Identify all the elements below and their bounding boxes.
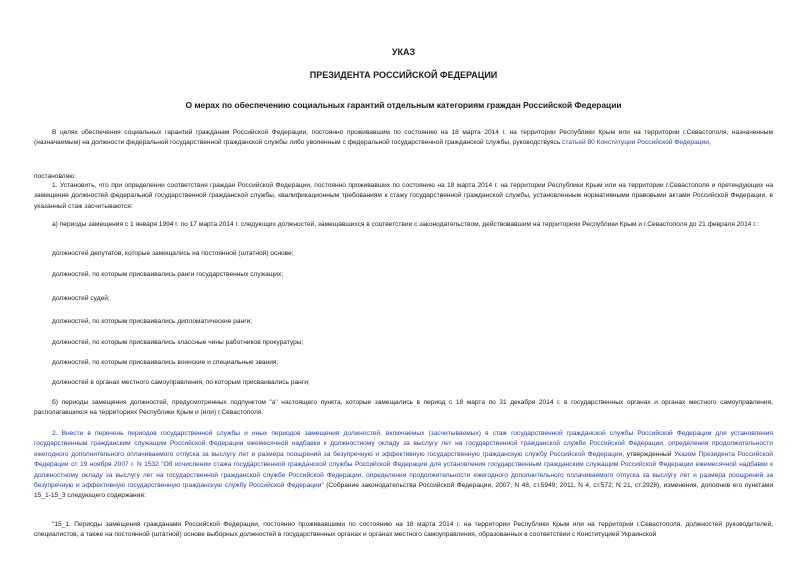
item-2-mid: , утвержденный	[622, 450, 675, 458]
issuer-title: ПРЕЗИДЕНТА РОССИЙСКОЙ ФЕДЕРАЦИИ	[309, 70, 498, 80]
list-item: должностей судей;	[52, 295, 110, 302]
list-item: должностей депутатов, которые замещались на постоянной (штатной) основе;	[52, 250, 294, 257]
item-1-paragraph: 1. Установить, что при определении соответствия граждан Российской Федерации, постоянно проживавших по состоянию на 18 марта 2014 г. на территории Республики Крым или на территории г.Севастополя и претендующих на замещение должностей федеральной государственной гражданской службы, квалификационным требованиям к стажу государственной гражданской службы, установленным нормативными правовыми актами Российской Федерации, в указанный стаж засчитываются:	[34, 182, 773, 210]
item-15-1-paragraph: "15_1. Периоды замещения гражданами Российской Федерации, постоянно проживавшими по состоянию на 18 марта 2014 г. на территории Республики Крым или на территории г.Севастополя, должностей руководителей, специалистов, а также на постоянной (штатной) основе выборных должностей в государственных органах и органах местного самоуправления, образованных в соответствии с Конституцией Украинской	[34, 521, 773, 539]
list-item: должностей, по которым присваивались воинские и специальные звания;	[52, 359, 279, 366]
service-periods-list-link[interactable]: перечень периодов государственной службы и иных периодов замещения должностей, включаемых (засчитываемых) в стаж государственной гражданской службы Российской Федерации для установления государственным гражданским служащим Российской Федерации ежемесячной надбавки к должностному окладу за выслугу лет на государственной гражданской службе Российской Федерации, определения продолжительности ежегодного дополнительного оплачиваемого отпуска за выслугу лет и размера поощрений за безупречную и эффективную государственную гражданскую службу Российской Федерации	[34, 430, 773, 458]
decree-title: УКАЗ	[391, 47, 416, 57]
item-2-paragraph	[34, 429, 773, 502]
item-2-start: 2. Внести в	[52, 430, 96, 437]
preamble-text: В целях обеспечения социальных гарантий гражданам Российской Федерации, постоянно проживавшим по состоянию на 18 марта 2014 г. на территории Республики Крым или на территории г.Севастополя, назначенным (назначаемым) на должности федеральной государственной гражданской службы либо уволенным с федеральной государственной гражданской службы, руководствуясь	[34, 129, 773, 147]
item-2-end: (Собрание законодательства Российской Федерации, 2007, N 48, ст.5949; 2011, N 4, ст.572; N 21, ст.2928), изменения, дополнив его пунктами 15_1-15_3 следующего содержания:	[34, 482, 774, 500]
list-item: должностей, по которым присваивались классные чины работников прокуратуры;	[52, 339, 304, 346]
presidential-decree-link[interactable]: Указом Президента Российской Федерации от 19 ноября 2007 г. N 1532 "Об исчислении стажа государственной гражданской службы Российской Федерации для установления государственным гражданским служащим Российской Федерации ежемесячной надбавки к должностному окладу за выслугу лет на государственной гражданской службе Российской Федерации, определения продолжительности ежегодного дополнительного оплачиваемого отпуска за выслугу лет и размера поощрений за безупречную и эффективную государственную гражданскую службу Российской Федерации"	[34, 450, 773, 490]
list-item: должностей, по которым присваивались дипломатические ранги;	[52, 318, 253, 325]
preamble-paragraph	[34, 128, 773, 149]
item-1b-paragraph: б) периоды замещения должностей, предусмотренных подпунктом "а" настоящего пункта, которые замещались в период с 18 марта по 31 декабря 2014 г. в государственных органах и органах местного самоуправления, располагавшихся на территориях Республики Крым и (или) г.Севастополя.	[34, 399, 773, 417]
item-1a-paragraph: а) периоды замещения с 1 января 1994 г. по 17 марта 2014 г. следующих должностей, замещавшихся в соответствии с законодательством, действовавшим на территориях Республики Крым и г.Севастополя до 21 февраля 2014 г.:	[52, 221, 759, 228]
decree-subject: О мерах по обеспечению социальных гарантий отдельным категориям граждан Российской Федерации	[185, 100, 622, 110]
list-item: должностей в органах местного самоуправления, по которым присваивались ранги;	[52, 379, 310, 386]
constitution-article-link[interactable]: статьей 80 Конституции Российской Федерации	[562, 139, 709, 147]
preamble-tail: ,	[708, 139, 711, 147]
list-item: должностей, по которым присваивались ранги государственных служащих;	[52, 271, 284, 278]
decree-word: постановляю:	[34, 173, 77, 180]
